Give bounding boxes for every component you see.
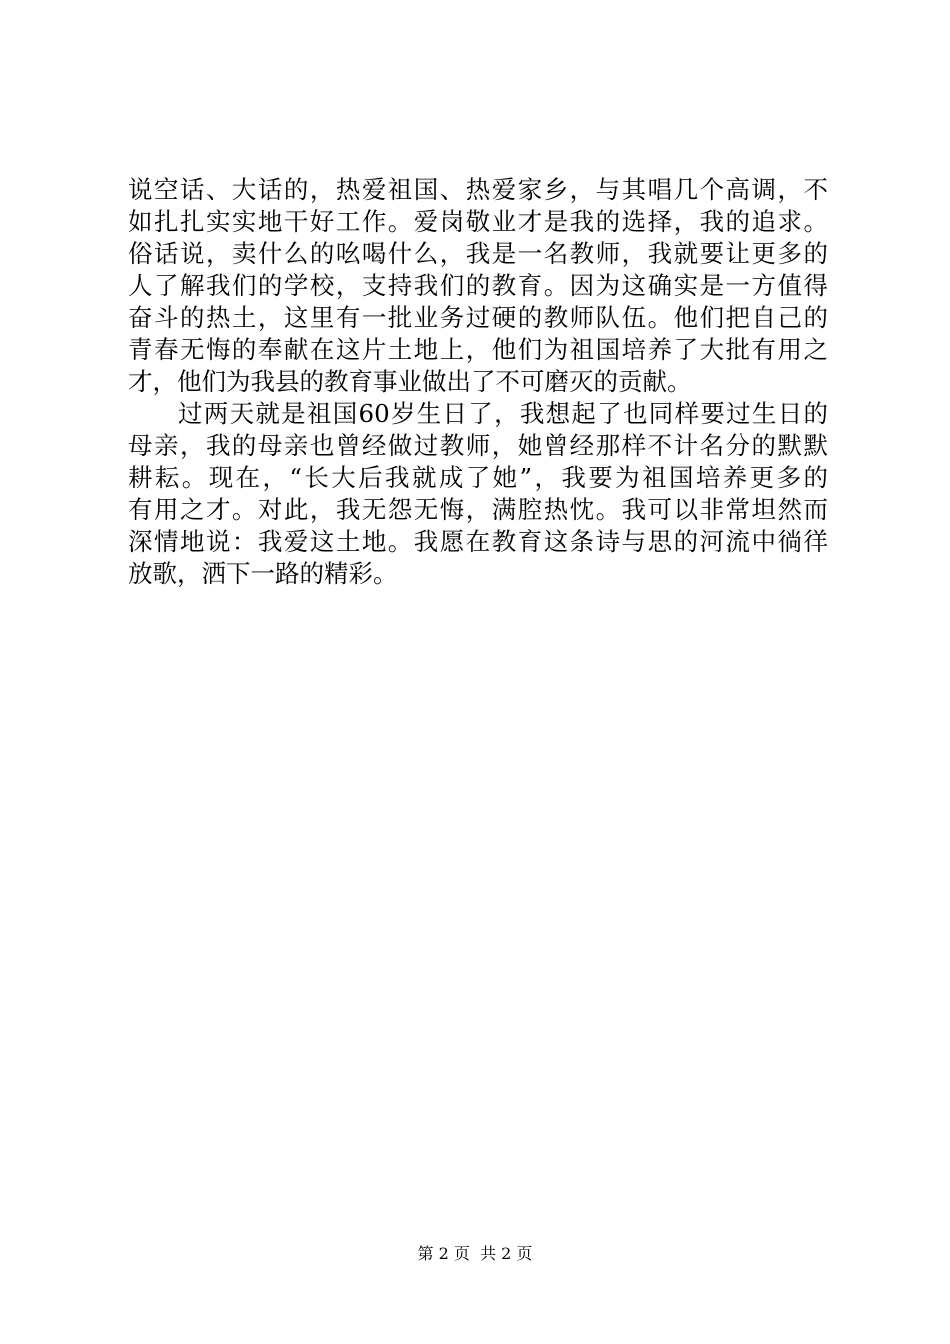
paragraph-1 (128, 174, 828, 398)
text-line: 青春无悔的奉献在这片土地上，他们为祖国培养了大批有用之 (128, 335, 828, 364)
text-line: 俗话说，卖什么的吆喝什么，我是一名教师，我就要让更多的 (128, 239, 828, 268)
page-footer (0, 1244, 950, 1264)
text-line: 母亲，我的母亲也曾经做过教师，她曾经那样不计名分的默默 (128, 431, 828, 460)
text-line: 奋斗的热土，这里有一批业务过硬的教师队伍。他们把自己的 (128, 303, 828, 332)
text-line: 说空话、大话的，热爱祖国、热爱家乡，与其唱几个高调，不 (128, 175, 828, 204)
text-line: 人了解我们的学校，支持我们的教育。因为这确实是一方值得 (128, 271, 828, 300)
body-text (128, 174, 828, 590)
page-number-label: 第 2 页 共 2 页 (417, 1244, 533, 1263)
text-line: 有用之才。对此，我无怨无悔，满腔热忱。我可以非常坦然而 (128, 495, 828, 524)
text-line: 过两天就是祖国60岁生日了，我想起了也同样要过生日的 (178, 399, 828, 428)
text-line: 耕耘。现在，“长大后我就成了她”，我要为祖国培养更多的 (128, 463, 828, 492)
text-line: 才，他们为我县的教育事业做出了不可磨灭的贡献。 (128, 367, 692, 396)
text-line: 深情地说：我爱这土地。我愿在教育这条诗与思的河流中徜徉 (128, 527, 828, 556)
paragraph-2 (128, 398, 828, 590)
text-line: 如扎扎实实地干好工作。爱岗敬业才是我的选择，我的追求。 (128, 207, 828, 236)
text-line: 放歌，洒下一路的精彩。 (128, 559, 398, 588)
